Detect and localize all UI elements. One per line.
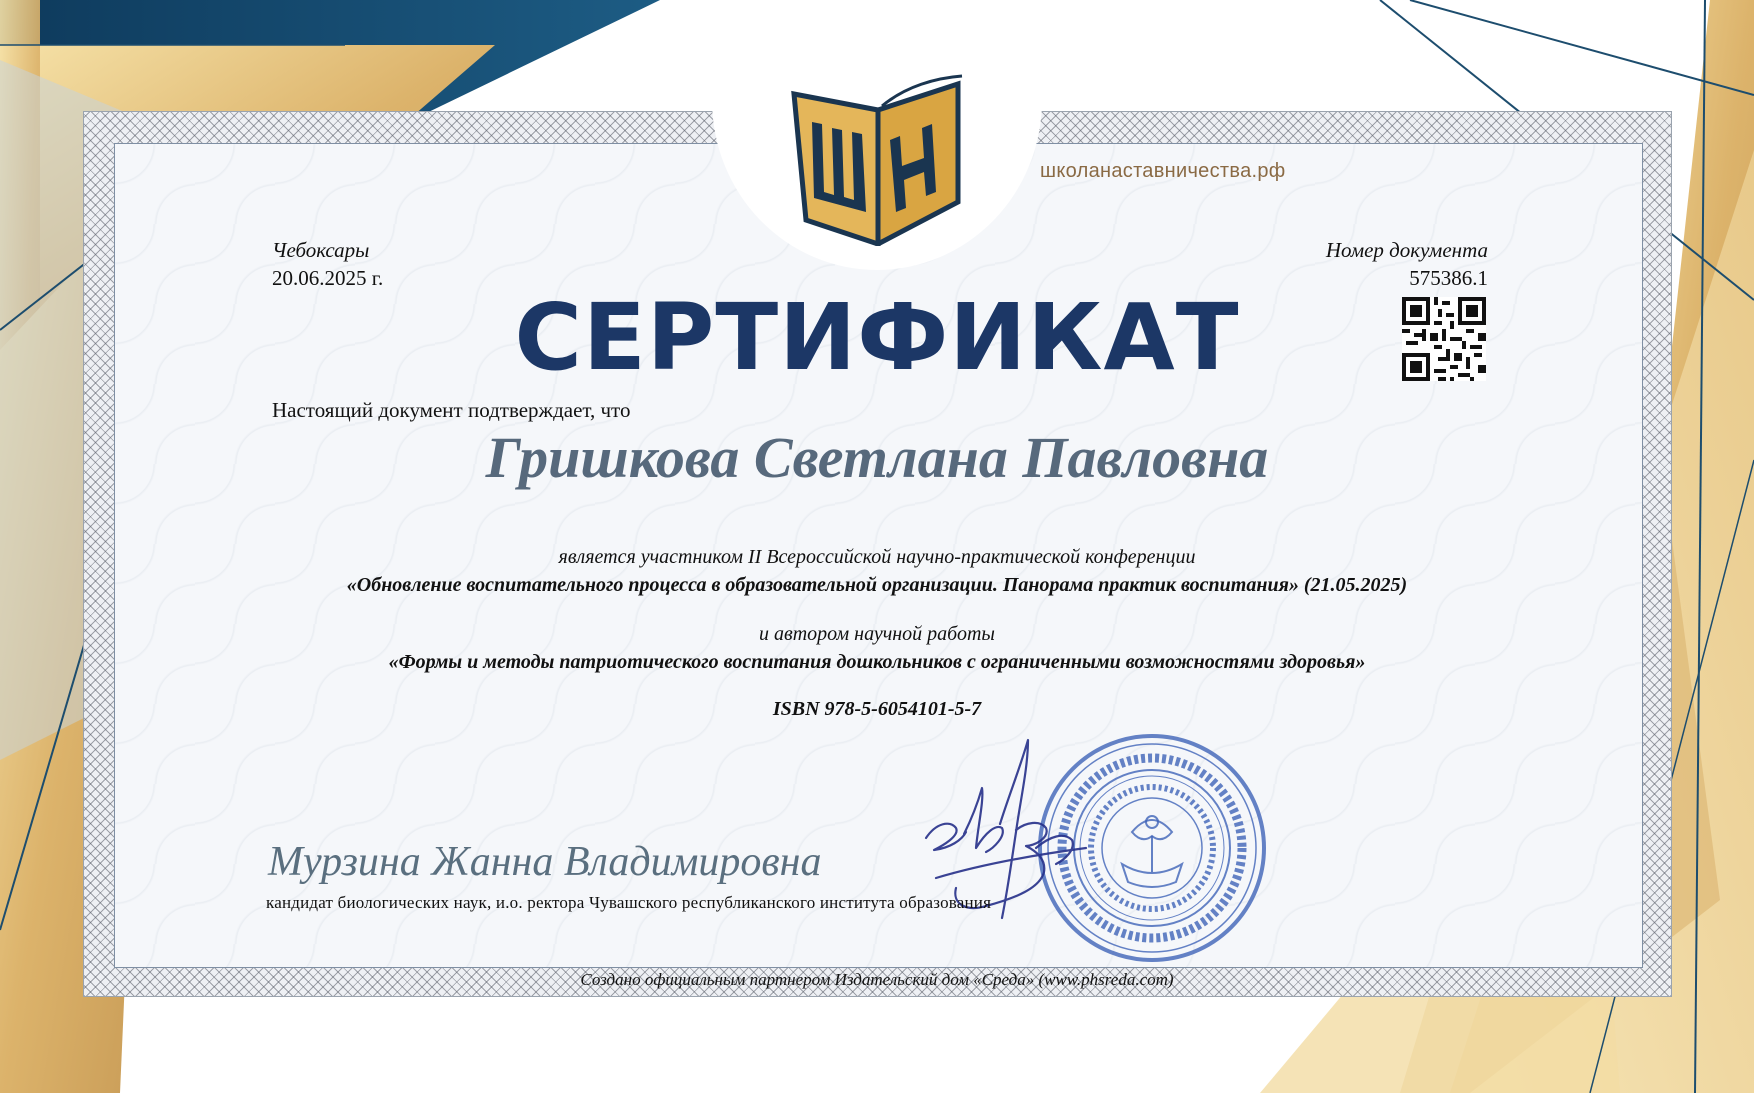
- document-number: 575386.1: [1409, 266, 1488, 290]
- certificate-title: СЕРТИФИКАТ: [514, 284, 1240, 391]
- footer-credit: Создано официальным партнером Издательский дом «Среда» (www.phsreda.com): [580, 970, 1174, 989]
- author-text: и автором научной работы: [759, 623, 995, 645]
- document-number-label: Номер документа: [1325, 238, 1488, 262]
- signer-position: кандидат биологических наук, и.о. ректора Чувашского республиканского института образования: [266, 893, 992, 912]
- signer-name: Мурзина Жанна Владимировна: [268, 839, 822, 885]
- website-url: школанаставничества.рф: [1040, 160, 1286, 182]
- city: Чебоксары: [272, 238, 370, 262]
- participation-text: является участником II Всероссийской научно-практической конференции: [558, 546, 1196, 568]
- recipient-name: Гришкова Светлана Павловна: [485, 425, 1269, 490]
- book-logo-icon: [786, 74, 964, 246]
- isbn: ISBN 978-5-6054101-5-7: [772, 698, 982, 720]
- confirmation-text: Настоящий документ подтверждает, что: [272, 398, 631, 422]
- issue-date: 20.06.2025 г.: [272, 266, 384, 290]
- conference-title: «Обновление воспитательного процесса в образовательной организации. Панорама практик воспитания» (21.05.2025): [346, 574, 1408, 596]
- work-title: «Формы и методы патриотического воспитания дошкольников с ограниченными возможностями здоровья»: [388, 651, 1366, 673]
